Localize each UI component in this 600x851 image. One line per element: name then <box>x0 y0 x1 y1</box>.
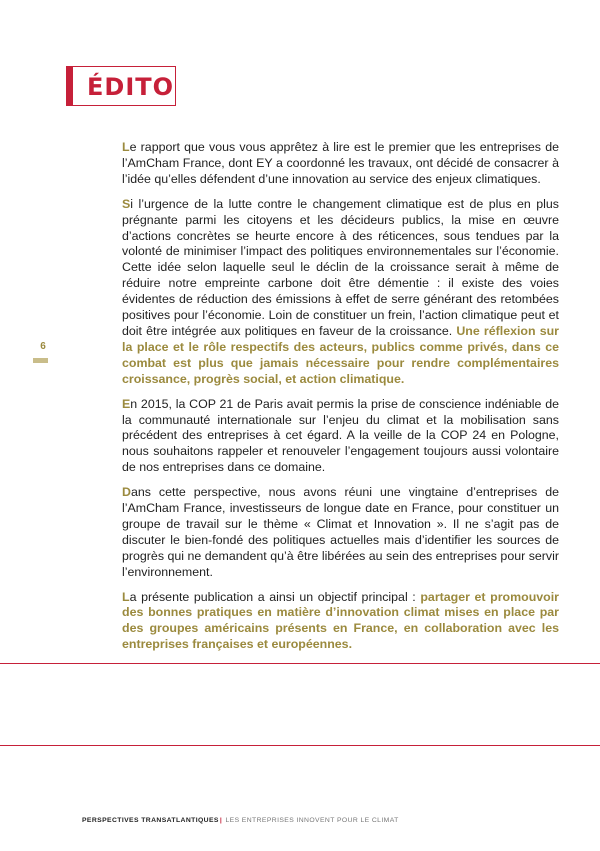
drop-letter: D <box>122 485 131 500</box>
footer-separator: | <box>219 817 223 824</box>
paragraph-text: i l’urgence de la lutte contre le changement climatique est de plus en plus prégnante parmi les citoyens et les décideurs publics, la mise en œuvre d’actions concrètes se heurte encore à des réticences, sous tendues par la volonté de minimiser l’impact des politiques environnementales sur l’économie. Cette idée selon laquelle seul le déclin de la croissance serait à même de réduire notre empreinte carbone doit être démentie : il existe des voies évidentes de réduction des émissions à effet de serre générant des retombées positives pour l’économie. Loin de constituer un frein, l’action climatique peut et doit être intégrée aux politiques en faveur de la croissance. <box>122 196 559 338</box>
paragraph-text: ans cette perspective, nous avons réuni une vingtaine d’entreprises de l’AmCham France, investisseurs de longue date en France, pour constituer un groupe de travail sur le thème « Climat et Innovation ». Il ne s’agit pas de discuter le bien-fondé des politiques actuelles mais d’identifier les sources de progrès qui ne demandent qu’à être libérées au sein des entreprises pour servir l’environnement. <box>122 485 559 579</box>
paragraph-text: e rapport que vous vous apprêtez à lire est le premier que les entreprises de l’AmCham France, dont EY a coordonné les travaux, ont décidé de consacrer à l’idée qu’elles défendent d’une innovation au service des enjeux climatiques. <box>122 140 559 186</box>
divider-bottom <box>0 745 600 746</box>
title-box <box>66 66 176 106</box>
page-number-bar <box>33 358 48 363</box>
page-title: ÉDITO <box>87 73 175 101</box>
page-number: 6 <box>40 341 46 352</box>
paragraph-3 <box>122 397 559 477</box>
footer-brand: PERSPECTIVES TRANSATLANTIQUES <box>82 817 219 824</box>
drop-letter: L <box>122 589 130 604</box>
drop-letter: S <box>122 196 131 211</box>
paragraph-2 <box>122 197 559 388</box>
paragraph-5 <box>122 590 559 654</box>
drop-letter: E <box>122 396 131 411</box>
paragraph-text: n 2015, la COP 21 de Paris avait permis la prise de conscience indéniable de la communauté internationale sur l’enjeu du climat et la mobilisation sans précédent des entreprises à cet égard. A la veille de la COP 24 en Pologne, nous souhaitons rappeler et renouveler l’engagement toujours aussi volontaire de nos entreprises dans ce domaine. <box>122 396 559 475</box>
paragraph-highlight: Une réflexion sur la place et le rôle respectifs des acteurs, publics comme privés, dans ce combat est plus que jamais nécessaire pour rendre complémentaires croissance, progrès social, et action climatique. <box>122 323 559 386</box>
drop-letter: L <box>122 140 130 154</box>
paragraph-4 <box>122 485 559 580</box>
paragraph-highlight: partager et promouvoir des bonnes pratiques en matière d’innovation climat mises en place par des groupes américains présents en France, en collaboration avec les entreprises françaises et européennes. <box>122 589 559 652</box>
paragraph-1 <box>122 140 559 188</box>
footer-subtitle: LES ENTREPRISES INNOVENT POUR LE CLIMAT <box>225 817 399 824</box>
divider-top <box>0 663 600 664</box>
paragraph-text: a présente publication a ainsi un objectif principal : <box>129 589 421 604</box>
editorial-text <box>122 140 559 662</box>
footer <box>82 817 399 824</box>
